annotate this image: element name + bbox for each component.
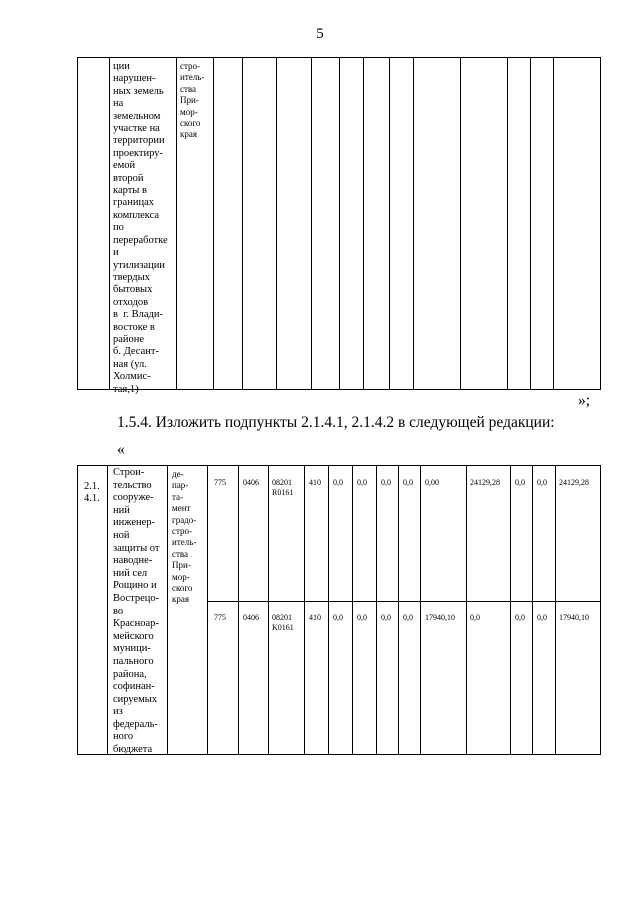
column-divider — [530, 57, 531, 390]
column-divider — [600, 57, 601, 390]
executor-text: де- пар- та- мент градо- стро- итель- ства При- мор- ского края — [172, 469, 197, 605]
value-cell: 0,0 — [381, 613, 391, 622]
value-cell: 0,0 — [537, 613, 547, 622]
column-divider — [376, 465, 377, 755]
value-cell: 0,0 — [515, 613, 525, 622]
grbs-code: 775 — [214, 478, 226, 487]
expense-type-code: 410 — [309, 613, 321, 622]
column-divider — [276, 57, 277, 390]
column-divider — [207, 465, 208, 755]
value-cell: 0,0 — [537, 478, 547, 487]
column-divider — [398, 465, 399, 755]
column-divider — [77, 465, 78, 755]
target-article-code: 08201 K0161 — [272, 613, 294, 632]
column-divider — [352, 465, 353, 755]
column-divider — [328, 465, 329, 755]
column-divider — [238, 465, 239, 755]
column-divider — [553, 57, 554, 390]
column-divider — [167, 465, 168, 755]
total-cell: 17940,10 — [559, 613, 589, 622]
value-cell: 17940,10 — [425, 613, 455, 622]
column-divider — [600, 465, 601, 755]
value-cell: 0,0 — [357, 478, 367, 487]
column-divider — [555, 465, 556, 755]
executor-text: стро- итель- ства При- мор- ского края — [180, 61, 205, 140]
column-divider — [460, 57, 461, 390]
column-divider — [213, 57, 214, 390]
column-divider — [77, 57, 78, 390]
value-cell: 0,0 — [403, 478, 413, 487]
total-cell: 24129,28 — [559, 478, 589, 487]
value-cell: 0,0 — [403, 613, 413, 622]
column-divider — [510, 465, 511, 755]
column-divider — [109, 57, 110, 390]
measure-name-text: Строи- тельство сооруже- ний инженер- ной защиты от наводне- ний сел Рощино и Вострецо- во Красноар- мейского муници- пального района, софинан- сируемых из федераль- ного бюджета — [113, 467, 160, 756]
column-divider — [304, 465, 305, 755]
column-divider — [176, 57, 177, 390]
value-cell: 0,0 — [470, 613, 480, 622]
column-divider — [466, 465, 467, 755]
column-divider — [107, 465, 108, 755]
column-divider — [242, 57, 243, 390]
section-code: 0406 — [243, 478, 259, 487]
closing-quote: »; — [578, 392, 591, 409]
table-border-top — [77, 465, 601, 466]
value-cell: 0,0 — [333, 478, 343, 487]
value-cell: 0,0 — [333, 613, 343, 622]
opening-quote: « — [117, 441, 125, 458]
amendment-paragraph: 1.5.4. Изложить подпункты 2.1.4.1, 2.1.4.2 в следующей редакции: — [117, 414, 555, 431]
section-code: 0406 — [243, 613, 259, 622]
column-divider — [389, 57, 390, 390]
value-cell: 0,0 — [381, 478, 391, 487]
grbs-code: 775 — [214, 613, 226, 622]
value-cell: 0,0 — [515, 478, 525, 487]
target-article-code: 08201 R0161 — [272, 478, 294, 497]
value-cell: 24129,28 — [470, 478, 500, 487]
column-divider — [339, 57, 340, 390]
column-divider — [363, 57, 364, 390]
column-divider — [311, 57, 312, 390]
row-divider — [208, 601, 601, 602]
column-divider — [268, 465, 269, 755]
column-divider — [532, 465, 533, 755]
value-cell: 0,0 — [357, 613, 367, 622]
column-divider — [420, 465, 421, 755]
column-divider — [413, 57, 414, 390]
measure-name-text: ции нарушен- ных земель на земельном участке на территории проектиру- емой второй карты в границах комплекса по переработке и утилизации твердых бытовых отходов в г. Влади- востоке в районе б. Десант- ная (ул. Холмис- тая,1) — [113, 61, 168, 395]
value-cell: 0,00 — [425, 478, 439, 487]
item-number: 2.1. 4.1. — [84, 481, 100, 505]
expense-type-code: 410 — [309, 478, 321, 487]
column-divider — [507, 57, 508, 390]
page-number: 5 — [316, 26, 324, 42]
